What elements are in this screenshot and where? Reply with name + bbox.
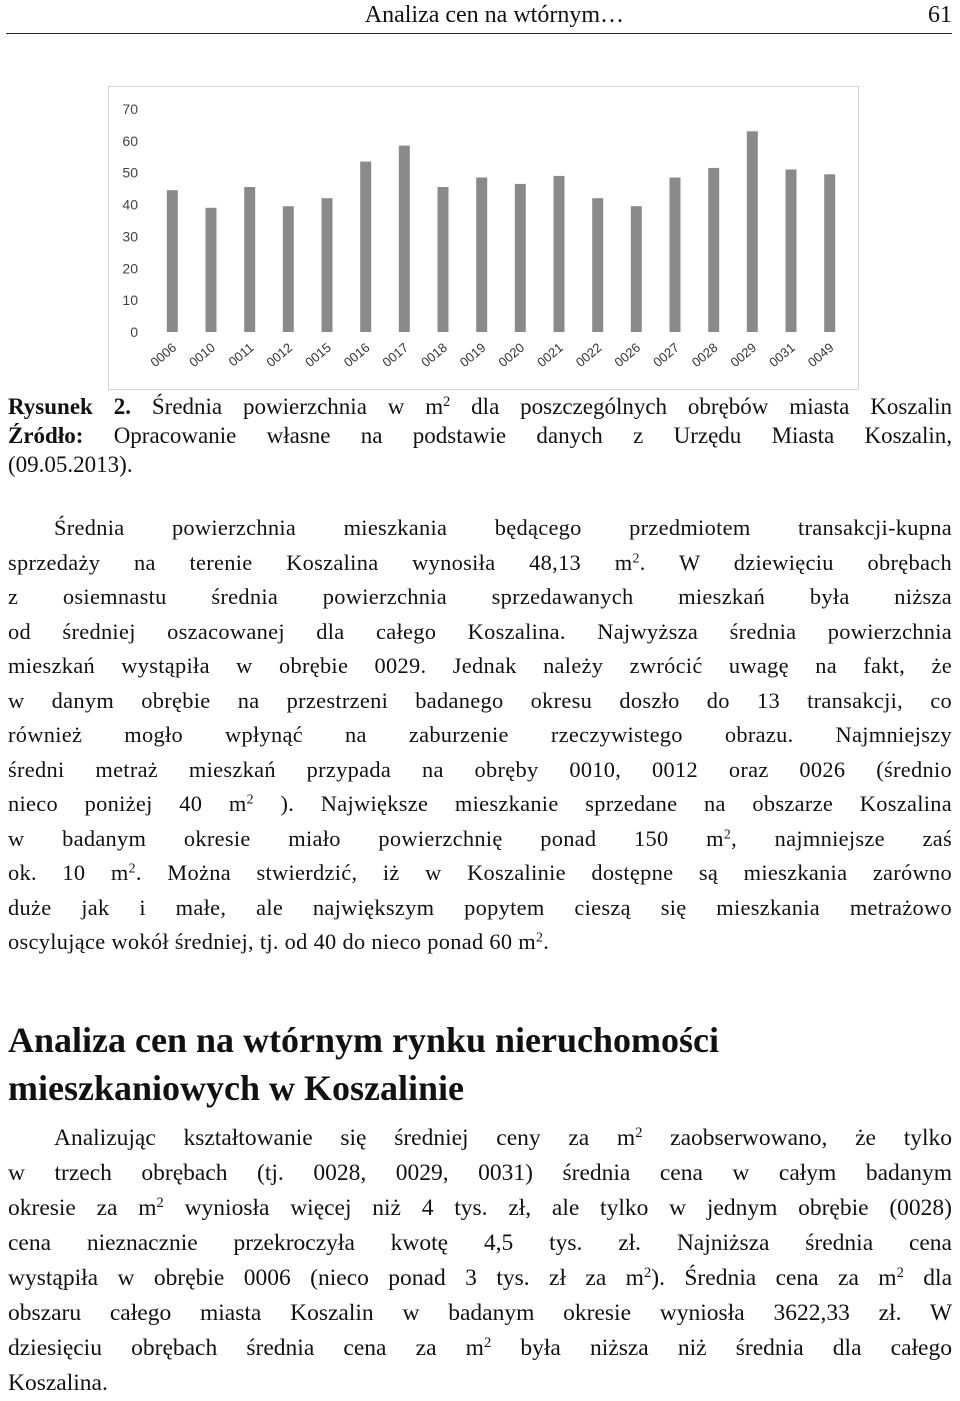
y-tick-label: 10 — [122, 292, 138, 309]
bar-0049 — [824, 174, 835, 332]
bar-chart-svg — [109, 87, 858, 389]
bar-0016 — [360, 162, 371, 332]
x-tick-label: 0020 — [495, 339, 528, 370]
y-tick-label: 50 — [122, 164, 138, 181]
x-tick-label: 0011 — [225, 339, 257, 370]
x-tick-label: 0016 — [340, 339, 373, 370]
figure-caption — [8, 392, 952, 479]
bar-0026 — [631, 206, 642, 332]
running-header — [0, 0, 960, 34]
bar-0017 — [399, 146, 410, 332]
x-tick-label: 0018 — [418, 339, 450, 370]
page-number: 61 — [928, 2, 952, 28]
y-tick-label: 30 — [122, 228, 138, 245]
caption-source-date: (09.05.2013). — [8, 452, 133, 477]
body-paragraph-1: Średnia powierzchnia mieszkania będącego przedmiotem transakcji-kupna sprzedaży na terenie Koszalina wynosiła 48,13 $m^2$. W dziewięciu obrębach z osiemnastu średnia powierzchnia sprzedawanych mieszkań była niższa od średniej oszacowanej dla całego Koszalina. Najwyższa średnia powierzchnia mieszkań wystąpiła w obrębie 0029. Jednak należy zwrócić uwagę na fakt, że w danym obrębie na przestrzeni badanego okresu doszło do 13 transakcji, co również mogło wpłynąć na zaburzenie rzeczywistego obrazu. Najmniejszy średni metraż mieszkań przypada na obręby 0010, 0012 oraz 0026 (średnio nieco poniżej 40 $m^2$ ). Największe mieszkanie sprzedane na obszarze Koszalina w badanym okresie miało powierzchnię ponad 150 $m^2$, najmniejsze zaś ok. 10 $m^2$. Można stwierdzić, iż w Koszalinie dostępne są mieszkania zarówno duże jak i małe, ale największym popytem cieszą się mieszkania metrażowo oscylujące wokół średniej, tj. od 40 do nieco ponad 60 $m^2$. — [8, 515, 952, 954]
x-tick-label: 0015 — [302, 339, 334, 370]
x-tick-label: 0027 — [650, 339, 682, 370]
caption-title-line: Rysunek 2. Średnia powierzchnia w $m^2$ dla poszczególnych obrębów miasta Koszalin — [8, 394, 952, 419]
x-tick-label: 0049 — [804, 339, 837, 370]
bar-0012 — [283, 206, 294, 332]
y-tick-label: 20 — [122, 260, 138, 277]
bar-0029 — [747, 131, 758, 332]
caption-label: Rysunek 2. — [8, 394, 131, 419]
x-tick-label: 0029 — [727, 339, 760, 370]
bar-0018 — [438, 187, 449, 332]
x-tick-label: 0012 — [263, 339, 296, 370]
x-tick-label: 0017 — [379, 339, 412, 370]
bar-0027 — [670, 178, 681, 333]
bar-chart — [108, 86, 859, 390]
x-tick-label: 0019 — [456, 339, 489, 370]
bar-0019 — [476, 178, 487, 333]
header-rule — [6, 33, 952, 34]
x-tick-label: 0031 — [766, 339, 798, 370]
caption-source-line: Źródło: Opracowanie własne na podstawie danych z Urzędu Miasta Koszalin, — [8, 423, 952, 448]
bar-0006 — [167, 190, 178, 332]
x-tick-label: 0006 — [147, 339, 180, 370]
bar-0028 — [708, 168, 719, 332]
bar-0011 — [244, 187, 255, 332]
y-tick-label: 70 — [122, 101, 138, 117]
running-header-title: Analiza cen na wtórnym… — [364, 2, 624, 28]
bar-0022 — [592, 198, 603, 332]
bar-0020 — [515, 184, 526, 332]
y-tick-label: 0 — [130, 324, 138, 340]
bar-0021 — [554, 176, 565, 332]
x-tick-label: 0028 — [688, 339, 721, 370]
bar-0015 — [322, 198, 333, 332]
x-tick-label: 0021 — [534, 339, 566, 370]
x-tick-label: 0010 — [186, 339, 218, 370]
caption-source-label: Źródło: — [8, 423, 84, 448]
y-tick-label: 40 — [122, 196, 138, 213]
x-tick-label: 0026 — [611, 339, 644, 370]
section-heading: Analiza cen na wtórnym rynku nieruchomości mieszkaniowych w Koszalinie — [8, 1020, 719, 1108]
bar-0010 — [206, 208, 217, 332]
x-tick-label: 0022 — [572, 339, 605, 370]
y-tick-label: 60 — [122, 132, 138, 149]
bar-0031 — [786, 170, 797, 333]
body-paragraph-2: Analizując kształtowanie się średniej ceny za $m^2$ zaobserwowano, że tylko w trzech obrębach (tj. 0028, 0029, 0031) średnia cena w całym badanym okresie za $m^2$ wyniosła więcej niż 4 tys. zł, ale tylko w jednym obrębie (0028) cena nieznacznie przekroczyła kwotę 4,5 tys. zł. Najniższa średnia cena wystąpiła w obrębie 0006 (nieco ponad 3 tys. zł za $m^2$). Średnia cena za $m^2$ dla obszaru całego miasta Koszalin w badanym okresie wyniosła 3622,33 zł. W dziesięciu obrębach średnia cena za $m^2$ była niższa niż średnia dla całego Koszalina. — [8, 1125, 952, 1396]
